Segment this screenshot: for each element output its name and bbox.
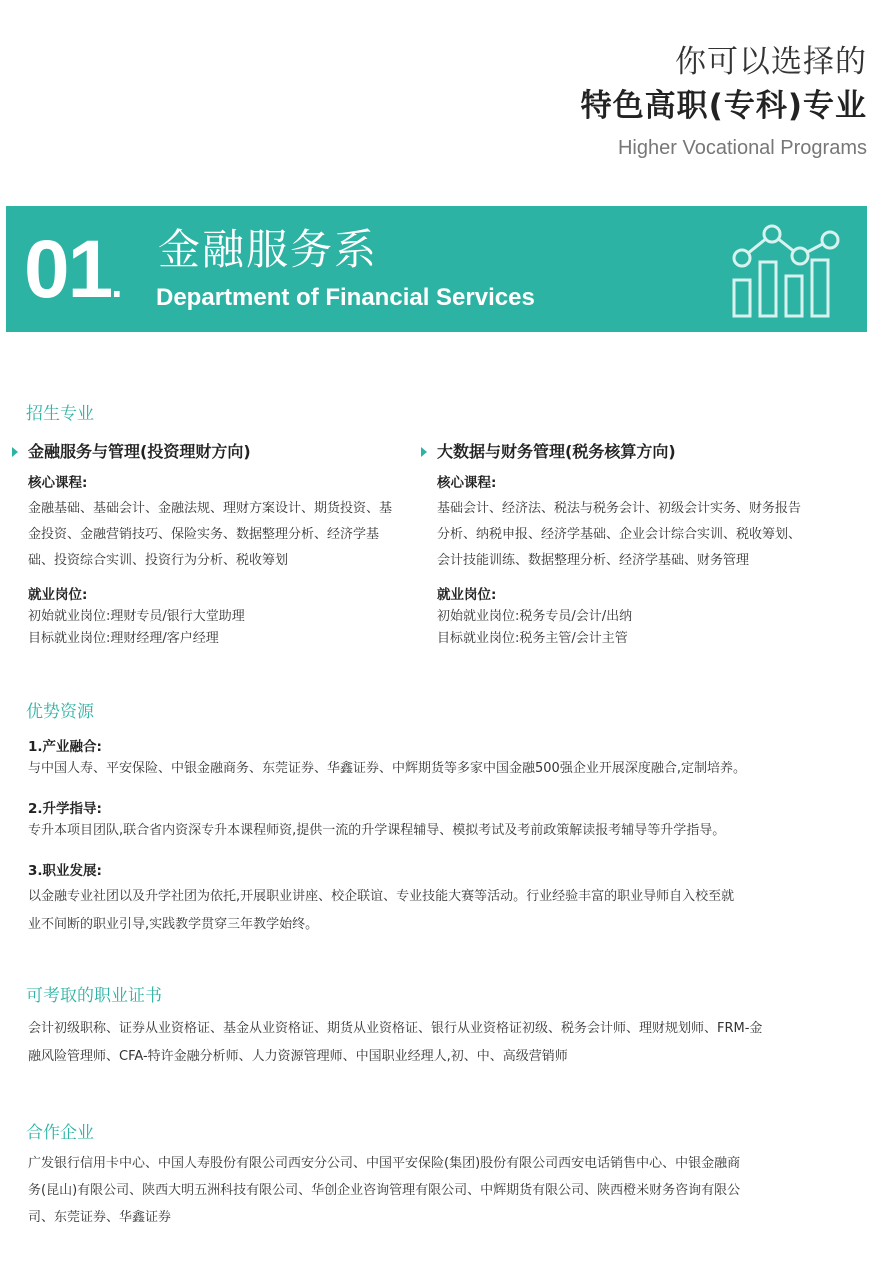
certificates-line: 会计初级职称、证券从业资格证、基金从业资格证、期货从业资格证、银行从业资格证初级、税务会计师、理财规划师、FRM-金	[28, 1021, 763, 1036]
jobs-line: 初始就业岗位:理财专员/银行大堂助理	[28, 609, 245, 624]
partners-line: 务(昆山)有限公司、陕西大明五洲科技有限公司、华创企业咨询管理有限公司、中辉期货有限公司、陕西橙米财务咨询有限公	[28, 1183, 741, 1198]
core-courses-line: 会计技能训练、数据整理分析、经济学基础、财务管理	[437, 553, 750, 568]
certificates-text	[28, 1015, 798, 1071]
jobs-line: 目标就业岗位:税务主管/会计主管	[437, 631, 628, 646]
advantage-text: 业不间断的职业引导,实践教学贯穿三年教学始终。	[28, 917, 319, 932]
page-header	[581, 40, 867, 164]
department-number: 01.	[24, 224, 121, 315]
header-title: 特色高职(专科)专业	[580, 88, 867, 124]
triangle-bullet-icon	[421, 447, 427, 457]
department-title-en: Department of Financial Services	[156, 284, 535, 311]
partners-text	[28, 1150, 798, 1231]
section-certificates-title: 可考取的职业证书	[26, 986, 162, 1006]
core-courses-line: 础、投资综合实训、投资行为分析、税收筹划	[28, 553, 289, 568]
chart-line-bar-icon	[722, 218, 848, 322]
triangle-bullet-icon	[12, 447, 18, 457]
advantage-item	[28, 860, 798, 938]
section-advantage-title: 优势资源	[26, 702, 94, 722]
department-banner	[6, 206, 867, 332]
section-partners-title: 合作企业	[26, 1123, 94, 1143]
major-bigdata-details	[437, 470, 837, 650]
department-title-zh: 金融服务系	[158, 225, 379, 274]
advantage-label: 2.升学指导:	[28, 801, 102, 817]
certificates-line: 融风险管理师、CFA-特许金融分析师、人力资源管理师、中国职业经理人,初、中、高级营销师	[28, 1049, 568, 1064]
core-courses-label: 核心课程:	[28, 475, 88, 491]
header-subtitle-en: Higher Vocational Programs	[617, 137, 867, 159]
major-finance-details	[28, 470, 408, 650]
core-courses-line: 金投资、金融营销技巧、保险实务、数据整理分析、经济学基	[28, 527, 380, 542]
advantage-item	[28, 798, 798, 842]
section-enroll-title: 招生专业	[26, 404, 94, 424]
core-courses-line: 金融基础、基础会计、金融法规、理财方案设计、期货投资、基	[28, 501, 393, 516]
core-courses-line: 基础会计、经济法、税法与税务会计、初级会计实务、财务报告	[437, 501, 802, 516]
jobs-label: 就业岗位:	[437, 587, 497, 603]
core-courses-line: 分析、纳税申报、经济学基础、企业会计综合实训、税收筹划、	[437, 527, 802, 542]
advantage-text: 以金融专业社团以及升学社团为依托,开展职业讲座、校企联谊、专业技能大赛等活动。行业经验丰富的职业导师自入校至就	[28, 889, 735, 904]
jobs-label: 就业岗位:	[28, 587, 88, 603]
jobs-line: 目标就业岗位:理财经理/客户经理	[28, 631, 219, 646]
partners-line: 司、东莞证券、华鑫证券	[28, 1210, 172, 1225]
major-title-finance: 金融服务与管理(投资理财方向)	[28, 440, 251, 464]
advantage-text: 专升本项目团队,联合省内资深专升本课程师资,提供一流的升学课程辅导、模拟考试及考前政策解读报考辅导等升学指导。	[28, 823, 726, 838]
advantage-label: 1.产业融合:	[28, 739, 102, 755]
core-courses-label: 核心课程:	[437, 475, 497, 491]
advantage-item	[28, 736, 798, 780]
advantage-text: 与中国人寿、平安保险、中银金融商务、东莞证券、华鑫证券、中辉期货等多家中国金融500强企业开展深度融合,定制培养。	[28, 761, 746, 776]
header-line1: 你可以选择的	[675, 44, 867, 80]
jobs-line: 初始就业岗位:税务专员/会计/出纳	[437, 609, 633, 624]
major-title-bigdata: 大数据与财务管理(税务核算方向)	[437, 440, 676, 464]
partners-line: 广发银行信用卡中心、中国人寿股份有限公司西安分公司、中国平安保险(集团)股份有限公司西安电话销售中心、中银金融商	[28, 1156, 741, 1171]
advantage-label: 3.职业发展:	[28, 863, 102, 879]
